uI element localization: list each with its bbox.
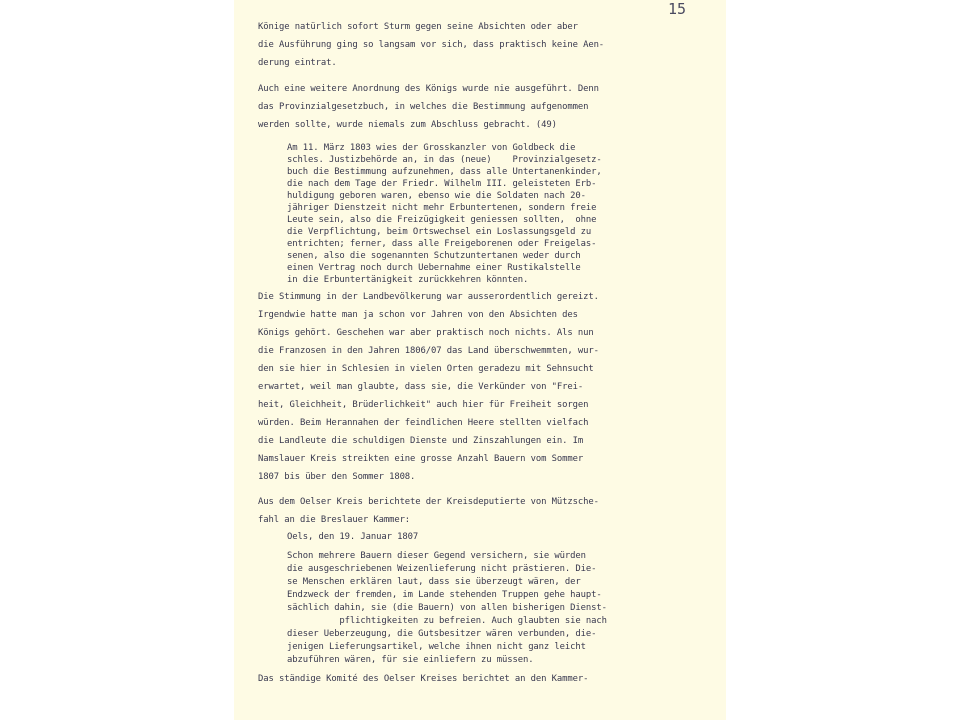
text-line: die Franzosen in den Jahren 1806/07 das Land überschwemmten, wur- [258,346,599,356]
quote-line: jähriger Dienstzeit nicht mehr Erbuntertenen, sondern freie [287,203,597,213]
text-line: heit, Gleichheit, Brüderlichkeit" auch hier für Freiheit sorgen [258,400,589,410]
quote-line: Schon mehrere Bauern dieser Gegend versichern, sie würden [287,551,586,561]
quote-line: einen Vertrag noch durch Uebernahme einer Rustikalstelle [287,263,581,273]
text-line: die Ausführung ging so langsam vor sich, dass praktisch keine Aen- [258,40,605,50]
quote-line: die ausgeschriebenen Weizenlieferung nicht prästieren. Die- [287,564,597,574]
quote-line: jenigen Lieferungsartikel, welche ihnen nicht ganz leicht [287,642,586,652]
text-line: würden. Beim Herannahen der feindlichen Heere stellten vielfach [258,418,589,428]
quote-line: abzuführen wären, für sie einliefern zu müssen. [287,655,534,665]
text-line: Die Stimmung in der Landbevölkerung war ausserordentlich gereizt. [258,292,599,302]
text-line: erwartet, weil man glaubte, dass sie, die Verkünder von "Frei- [258,382,584,392]
text-line: derung eintrat. [258,58,337,68]
text-line: die Landleute die schuldigen Dienste und Zinszahlungen ein. Im [258,436,584,446]
text-line: Das ständige Komité des Oelser Kreises berichtet an den Kammer- [258,674,589,684]
quote-line: sächlich dahin, sie (die Bauern) von allen bisherigen Dienst- [287,603,607,613]
text-line: Aus dem Oelser Kreis berichtete der Kreisdeputierte von Mützsche- [258,497,599,507]
quote-line: huldigung geboren waren, ebenso wie die Soldaten nach 20- [287,191,586,201]
quote-line: buch die Bestimmung aufzunehmen, dass alle Untertanenkinder, [287,167,602,177]
quote-line: pflichtigkeiten zu befreien. Auch glaubten sie nach [287,616,607,626]
quote-line: in die Erbuntertänigkeit zurückkehren könnten. [287,275,529,285]
quote-line: Am 11. März 1803 wies der Grosskanzler von Goldbeck die [287,143,576,153]
quote-line: entrichten; ferner, dass alle Freigeborenen oder Freigelas- [287,239,597,249]
quote-line: die nach dem Tage der Friedr. Wilhelm III. geleisteten Erb- [287,179,597,189]
quote-line: dieser Ueberzeugung, die Gutsbesitzer wären verbunden, die- [287,629,597,639]
text-line: Königs gehört. Geschehen war aber praktisch noch nichts. Als nun [258,328,594,338]
text-line: Könige natürlich sofort Sturm gegen seine Absichten oder aber [258,22,578,32]
quote-line: se Menschen erklären laut, dass sie überzeugt wären, der [287,577,581,587]
quote-line: Leute sein, also die Freizügigkeit geniessen sollten, ohne [287,215,597,225]
text-line: den sie hier in Schlesien in vielen Orten geradezu mit Sehnsucht [258,364,594,374]
quote-line: die Verpflichtung, beim Ortswechsel ein Loslassungsgeld zu [287,227,592,237]
text-line: Namslauer Kreis streikten eine grosse Anzahl Bauern vom Sommer [258,454,584,464]
text-line: werden sollte, wurde niemals zum Abschluss gebracht. (49) [258,120,557,130]
text-line: fahl an die Breslauer Kammer: [258,515,411,525]
text-line: Auch eine weitere Anordnung des Königs wurde nie ausgeführt. Denn [258,84,599,94]
dateline: Oels, den 19. Januar 1807 [287,532,419,542]
page-number: 15 [668,0,687,18]
text-line: das Provinzialgesetzbuch, in welches die Bestimmung aufgenommen [258,102,589,112]
quote-line: Endzweck der fremden, im Lande stehenden Truppen gehe haupt- [287,590,602,600]
quote-line: schles. Justizbehörde an, in das (neue) Provinzialgesetz- [287,155,602,165]
quote-line: senen, also die sogenannten Schutzuntertanen weder durch [287,251,581,261]
text-line: 1807 bis über den Sommer 1808. [258,472,416,482]
text-line: Irgendwie hatte man ja schon vor Jahren von den Absichten des [258,310,578,320]
